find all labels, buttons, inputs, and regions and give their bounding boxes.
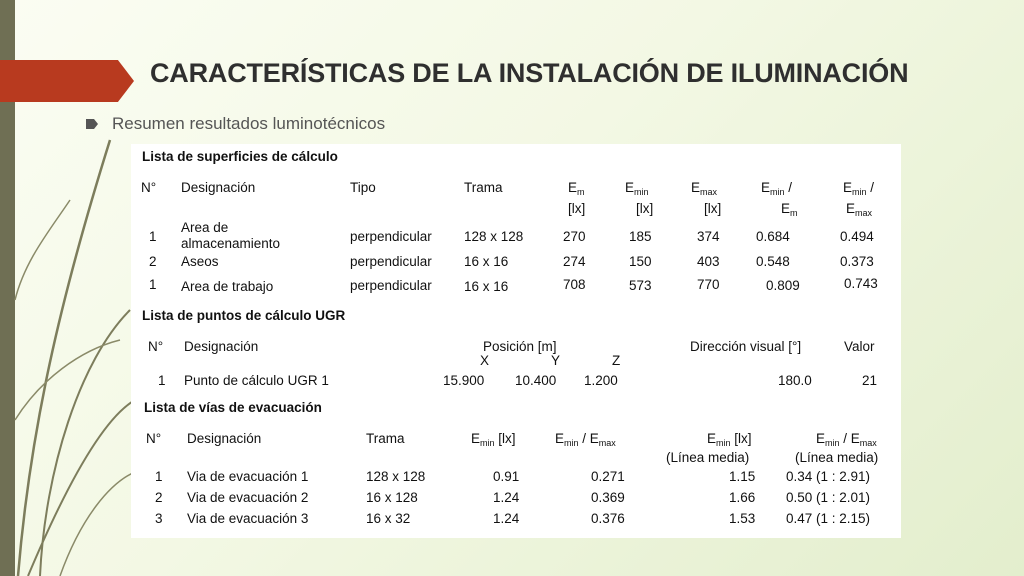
col-header-emax-unit: [lx] bbox=[704, 201, 722, 216]
ugr-header-designacion: Designación bbox=[184, 339, 259, 354]
title-ribbon bbox=[0, 60, 134, 102]
col-header-ratio2-den: $E_{max}$ bbox=[846, 201, 873, 218]
surface-row-1-ratio1: 0.684 bbox=[756, 229, 790, 244]
col-header-em-unit: [lx] bbox=[568, 201, 586, 216]
surface-row-2-trama: 16 x 16 bbox=[464, 254, 509, 269]
evac-row-2-ratio-lm: 0.50 (1 : 2.01) bbox=[786, 490, 871, 505]
evac-header-n: N° bbox=[146, 431, 162, 446]
surface-row-3-ratio2: 0.743 bbox=[844, 276, 878, 291]
surface-row-1-ratio2: 0.494 bbox=[840, 229, 874, 244]
evac-row-3-designacion: Via de evacuación 3 bbox=[187, 511, 309, 526]
ugr-row-1-designacion: Punto de cálculo UGR 1 bbox=[184, 373, 329, 388]
col-header-emin: $E_{min}$ bbox=[625, 180, 649, 197]
evac-header-ratio-lm: $E_{min} / E_{max}$ bbox=[816, 431, 877, 448]
evac-row-2-emin-lm: 1.66 bbox=[729, 490, 756, 505]
surface-row-1-tipo: perpendicular bbox=[350, 229, 432, 244]
surface-row-3-emin: 573 bbox=[629, 278, 652, 293]
ugr-row-1-n: 1 bbox=[158, 373, 166, 388]
evac-header-emin-lm: $E_{min}$ [lx] bbox=[707, 431, 752, 448]
surface-row-1-emax: 374 bbox=[697, 229, 720, 244]
surface-row-2-designacion: Aseos bbox=[181, 254, 219, 269]
ugr-row-1-x: 15.900 bbox=[443, 373, 485, 388]
col-header-em: $E_m$ bbox=[568, 180, 585, 197]
surface-row-1-trama: 128 x 128 bbox=[464, 229, 524, 244]
ugr-row-1-y: 10.400 bbox=[515, 373, 557, 388]
evac-row-1-ratio: 0.271 bbox=[591, 469, 625, 484]
evac-row-2-designacion: Via de evacuación 2 bbox=[187, 490, 309, 505]
surface-row-2-em: 274 bbox=[563, 254, 586, 269]
surface-row-3-tipo: perpendicular bbox=[350, 278, 432, 293]
results-table-panel bbox=[131, 144, 901, 538]
col-header-tipo: Tipo bbox=[350, 180, 376, 195]
arrow-bullet-icon bbox=[86, 119, 98, 129]
evac-header-ratio-lm-note: (Línea media) bbox=[795, 450, 879, 465]
col-header-ratio1-den: $E_m$ bbox=[781, 201, 798, 218]
surface-row-2-tipo: perpendicular bbox=[350, 254, 432, 269]
ugr-header-posicion: Posición [m] bbox=[483, 339, 557, 354]
surface-row-2-ratio1: 0.548 bbox=[756, 254, 790, 269]
evac-row-3-ratio: 0.376 bbox=[591, 511, 625, 526]
surface-row-1-designacion-2: almacenamiento bbox=[181, 236, 281, 251]
evac-row-3-emin: 1.24 bbox=[493, 511, 520, 526]
ugr-header-valor: Valor bbox=[844, 339, 875, 354]
surfaces-heading: Lista de superficies de cálculo bbox=[142, 149, 338, 164]
surface-row-3-ratio1: 0.809 bbox=[766, 278, 800, 293]
evac-header-emin: $E_{min}$ [lx] bbox=[471, 431, 516, 448]
surface-row-3-emax: 770 bbox=[697, 277, 720, 292]
ugr-row-1-z: 1.200 bbox=[584, 373, 618, 388]
slide-title: CARACTERÍSTICAS DE LA INSTALACIÓN DE ILUMINACIÓN bbox=[150, 58, 909, 88]
evac-row-2-n: 2 bbox=[155, 490, 163, 505]
surface-row-1-n: 1 bbox=[149, 229, 157, 244]
ugr-row-1-direccion: 180.0 bbox=[778, 373, 812, 388]
ugr-header-n: N° bbox=[148, 339, 164, 354]
bullet-text: Resumen resultados luminotécnicos bbox=[112, 114, 386, 133]
evac-row-1-designacion: Via de evacuación 1 bbox=[187, 469, 309, 484]
evac-row-3-n: 3 bbox=[155, 511, 163, 526]
evac-header-emin-lm-note: (Línea media) bbox=[666, 450, 750, 465]
ugr-header-z: Z bbox=[612, 353, 621, 368]
evac-row-1-n: 1 bbox=[155, 469, 163, 484]
evac-row-1-trama: 128 x 128 bbox=[366, 469, 426, 484]
surface-row-3-n: 1 bbox=[149, 277, 157, 292]
surface-row-1-em: 270 bbox=[563, 229, 586, 244]
evac-header-designacion: Designación bbox=[187, 431, 262, 446]
ugr-header-direccion: Dirección visual [°] bbox=[690, 339, 802, 354]
surface-row-2-ratio2: 0.373 bbox=[840, 254, 874, 269]
surface-row-1-emin: 185 bbox=[629, 229, 652, 244]
ugr-header-x: X bbox=[480, 353, 490, 368]
surface-row-3-em: 708 bbox=[563, 277, 586, 292]
col-header-n: N° bbox=[141, 180, 157, 195]
evac-header-ratio: $E_{min} / E_{max}$ bbox=[555, 431, 616, 448]
col-header-designacion: Designación bbox=[181, 180, 256, 195]
evac-row-3-ratio-lm: 0.47 (1 : 2.15) bbox=[786, 511, 871, 526]
ugr-heading: Lista de puntos de cálculo UGR bbox=[142, 308, 346, 323]
surface-row-2-emax: 403 bbox=[697, 254, 720, 269]
surface-row-2-emin: 150 bbox=[629, 254, 652, 269]
evac-row-2-emin: 1.24 bbox=[493, 490, 520, 505]
surface-row-2-n: 2 bbox=[149, 254, 157, 269]
col-header-emin-unit: [lx] bbox=[636, 201, 654, 216]
evac-row-3-trama: 16 x 32 bbox=[366, 511, 411, 526]
surface-row-1-designacion-1: Area de bbox=[181, 220, 229, 235]
col-header-trama: Trama bbox=[464, 180, 503, 195]
col-header-emax: $E_{max}$ bbox=[691, 180, 718, 197]
evac-heading: Lista de vías de evacuación bbox=[144, 400, 322, 415]
surface-row-3-trama: 16 x 16 bbox=[464, 279, 509, 294]
evac-row-2-ratio: 0.369 bbox=[591, 490, 625, 505]
evac-header-trama: Trama bbox=[366, 431, 405, 446]
bullet-item bbox=[86, 114, 385, 134]
ugr-header-y: Y bbox=[551, 353, 561, 368]
evac-row-1-emin: 0.91 bbox=[493, 469, 520, 484]
evac-row-1-ratio-lm: 0.34 (1 : 2.91) bbox=[786, 469, 871, 484]
col-header-ratio1: $E_{min}$ / bbox=[761, 180, 793, 197]
evac-row-1-emin-lm: 1.15 bbox=[729, 469, 756, 484]
ugr-row-1-valor: 21 bbox=[862, 373, 878, 388]
evac-row-2-trama: 16 x 128 bbox=[366, 490, 418, 505]
evac-row-3-emin-lm: 1.53 bbox=[729, 511, 756, 526]
col-header-ratio2: $E_{min}$ / bbox=[843, 180, 875, 197]
surface-row-3-designacion: Area de trabajo bbox=[181, 279, 274, 294]
